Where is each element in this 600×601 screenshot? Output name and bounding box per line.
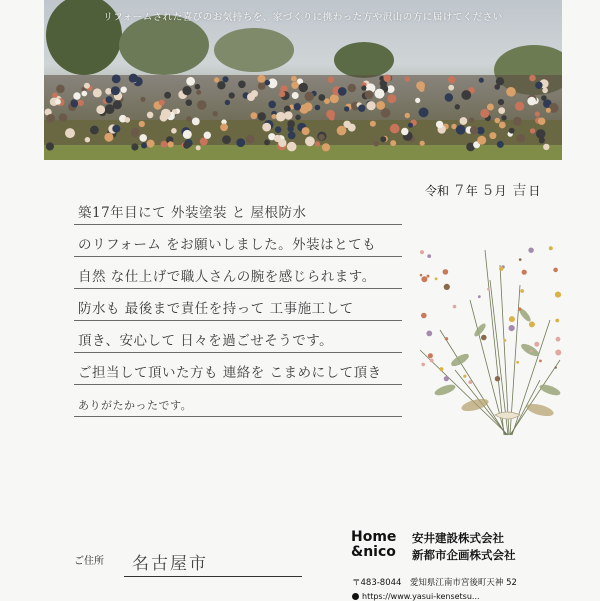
company-address: 〒483-8044 愛知県江南市宮後町天神 52	[352, 578, 517, 588]
date-year-unit: 年	[465, 184, 478, 198]
date-year: 7	[454, 183, 464, 199]
group-photo-image	[44, 0, 562, 160]
flower-bouquet-illustration	[400, 240, 570, 445]
message-line	[74, 385, 402, 417]
company-name-2: 新都市企画株式会社	[412, 548, 516, 562]
message-line	[74, 225, 402, 257]
date-month: 5	[483, 183, 493, 199]
group-photo	[44, 0, 562, 160]
message-line	[74, 193, 402, 225]
message-text: 頂き、安心して 日々を過ごせそうです。	[78, 333, 334, 349]
date-day: 吉	[512, 183, 527, 199]
message-line	[74, 257, 402, 289]
message-line	[74, 353, 402, 385]
handwritten-message	[74, 193, 414, 417]
message-text: ありがたかったです。	[78, 399, 193, 412]
home-nico-logo	[351, 530, 396, 560]
logo-line1: Home	[351, 529, 397, 545]
date-month-unit: 月	[494, 184, 507, 198]
message-text: 自然 な仕上げで職人さんの腕を感じられます。	[78, 269, 376, 285]
address-value: 名古屋市	[132, 554, 208, 574]
date	[425, 180, 540, 200]
date-day-unit: 日	[528, 184, 541, 198]
message-text: のリフォーム をお願いしました。外装はとても	[78, 237, 377, 253]
link-icon	[352, 593, 359, 600]
message-text: 防水も 最後まで責任を持って 工事施工して	[78, 301, 354, 317]
message-line	[74, 289, 402, 321]
address-label: ご住所	[74, 556, 104, 567]
company-name-1: 安井建設株式会社	[412, 531, 504, 545]
date-era: 令和	[425, 184, 450, 198]
company-names	[412, 530, 516, 564]
message-text: 築17年目にて 外装塗装 と 屋根防水	[78, 205, 307, 221]
logo-line2: &nico	[351, 544, 396, 560]
banner-caption: リフォームされた喜びのお気持ちを、家づくりに携わった方や沢山の方に届けてください	[103, 12, 503, 23]
message-line	[74, 321, 402, 353]
address-underline	[124, 576, 302, 577]
company-url[interactable]: https://www.yasui-kensetsu...	[362, 592, 480, 601]
message-text: ご担当して頂いた方も 連絡を こまめにして頂き	[78, 365, 382, 381]
